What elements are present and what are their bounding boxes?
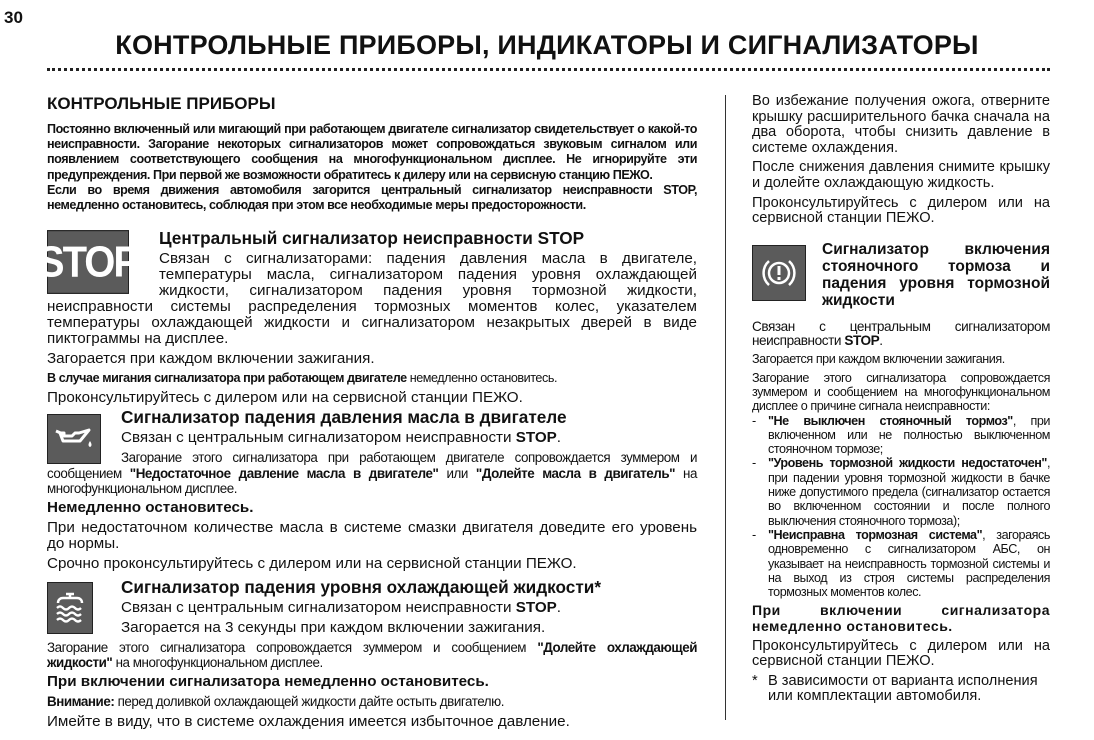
oil-msg-e: на многофункциональном дисплее. <box>47 465 697 496</box>
footnote-text: В зависимости от варианта исполнения или комплектации автомобиля. <box>768 672 1038 705</box>
oil-linked-c: . <box>556 429 562 447</box>
oil-linked-a: Связан с центральным сигнализатором неисправности <box>121 429 516 447</box>
intro-paragraph: Постоянно включенный или мигающий при работающем двигателе сигнализатор свидетельствует о какой-то неисправности. Загорание некоторых сигнализаторов может сопровождаться звуковым сигналом или появлением соответствующего сообщения на многофункциональном дисплее. Не игнорируйте эти предупреждения. При первой же возможности обратитесь к дилеру или на сервисную станцию ПЕЖО. <box>47 122 697 182</box>
burn-warning-text: Во избежание получения ожога, отверните крышку расширительного бачка сначала на два оборота, чтобы снизить давление в системе охлаждения. <box>752 93 1050 156</box>
coolant-warning-label: Внимание: <box>47 694 115 710</box>
brake-item-text: , загораясь одновременно с сигнализатором АБС, он указывает на неисправность тормозной системы и на выход из строя системы распределения тормозных моментов колес. <box>768 527 1050 600</box>
bullet-dash: - <box>752 527 756 542</box>
stop-warning-icon: STOP <box>47 230 129 294</box>
brake-item-text: , при падении уровня тормозной жидкости в бачке ниже допустимого предела (сигнализатор остается во включенном состоянии и после полного выключения стояночного тормоза); <box>768 456 1050 528</box>
brake-warning-icon <box>752 245 806 301</box>
brake-linked-c: . <box>879 333 883 349</box>
brake-linked-text <box>752 320 1050 349</box>
stop-consult-text: Проконсультируйтесь с дилером или на сервисной станции ПЕЖО. <box>47 389 523 407</box>
consult-text: Проконсультируйтесь с дилером или на сервисной станции ПЕЖО. <box>752 194 1050 227</box>
stop-section <box>37 228 697 407</box>
stop-heading: Центральный сигнализатор неисправности STOP <box>159 228 585 249</box>
coolant-linked-c: . <box>556 599 562 617</box>
section-heading: КОНТРОЛЬНЫЕ ПРИБОРЫ <box>47 94 276 113</box>
intro-stop-paragraph: Если во время движения автомобиля загорится центральный сигнализатор неисправности STOP, немедленно остановитесь, соблюдая при этом все необходимые меры предосторожности. <box>47 182 697 213</box>
dotted-divider <box>47 68 1050 71</box>
stop-blink-text <box>47 371 697 386</box>
bullet-dash: - <box>752 413 756 428</box>
brake-list-item <box>752 456 1050 527</box>
oil-stop-now: Немедленно остановитесь. <box>47 499 254 517</box>
coolant-heading: Сигнализатор падения уровня охлаждающей жидкости* <box>121 577 602 598</box>
brake-linked-stop: STOP <box>844 333 880 349</box>
brake-item-text: , при включенном или не полностью выключенном стояночном тормозе; <box>768 413 1051 457</box>
oil-msg-a: Загорание этого сигнализатора при работающем двигателе сопровождается зуммером и сообщением <box>47 450 697 481</box>
coolant-stop-now: При включении сигнализатора немедленно остановитесь. <box>47 673 489 691</box>
brake-message-text: Загорание этого сигнализатора сопровождается зуммером и сообщением на многофункциональном дисплее о причине сигнала неисправности: <box>752 370 1050 414</box>
brake-section <box>752 241 1050 705</box>
oil-can-icon <box>47 414 101 464</box>
brake-list-item <box>752 528 1050 599</box>
coolant-msg-a: Загорание этого сигнализатора сопровождается зуммером и сообщением <box>47 640 538 656</box>
coolant-msg-c: на многофункциональном дисплее. <box>112 655 323 671</box>
oil-linked-stop: STOP <box>515 429 557 447</box>
stop-ignition-text: Загорается при каждом включении зажигания. <box>47 350 375 368</box>
coolant-linked-stop: STOP <box>515 599 557 617</box>
brake-consult-text: Проконсультируйтесь с дилером или на сервисной станции ПЕЖО. <box>752 637 1050 670</box>
footnote <box>752 674 1050 705</box>
coolant-msg-b: "Долейте охлаждающей жидкости" <box>47 640 698 671</box>
coolant-pressure-text: Имейте в виду, что в системе охлаждения имеется избыточное давление. <box>47 712 570 730</box>
brake-item-title: "Неисправна тормозная система" <box>768 527 983 542</box>
coolant-level-icon <box>47 582 93 634</box>
brake-stop-now: При включении сигнализатора немедленно остановитесь. <box>752 602 1050 634</box>
oil-consult-text: Срочно проконсультируйтесь с дилером или на сервисной станции ПЕЖО. <box>47 555 577 573</box>
bullet-dash: - <box>752 456 756 471</box>
coolant-warning-text <box>47 694 697 709</box>
oil-msg-b: "Недостаточное давление масла в двигателе" <box>129 465 439 481</box>
left-column <box>37 94 698 730</box>
brake-ignition-text: Загорается при каждом включении зажигания. <box>752 352 1005 367</box>
oil-msg-d: "Долейте масла в двигатель" <box>475 465 676 481</box>
oil-msg-c: или <box>438 465 476 481</box>
stop-blink-bold: В случае мигания сигнализатора при работающем двигателе <box>47 371 407 386</box>
refill-text: После снижения давления снимите крышку и долейте охлаждающую жидкость. <box>752 159 1050 191</box>
brake-heading: Сигнализатор включения стояночного тормоза и падения уровня тормозной жидкости <box>822 240 1050 309</box>
brake-item-title: "Уровень тормозной жидкости недостаточен" <box>768 456 1047 471</box>
coolant-linked-a: Связан с центральным сигнализатором неисправности <box>121 599 516 617</box>
page-title: КОНТРОЛЬНЫЕ ПРИБОРЫ, ИНДИКАТОРЫ И СИГНАЛИЗАТОРЫ <box>115 30 979 60</box>
stop-blink-rest: немедленно остановитесь. <box>406 371 557 386</box>
oil-low-text: При недостаточном количестве масла в системе смазки двигателя доведите его уровень до нормы. <box>47 519 697 553</box>
oil-linked-text <box>47 430 697 446</box>
footnote-mark: * <box>752 672 758 689</box>
brake-item-title: "Не выключен стояночный тормоз" <box>768 413 1013 428</box>
coolant-message-text <box>47 640 697 670</box>
stop-description: Связан с сигнализаторами: падения давления масла в двигателе, температуры масла, сигнализатором падения уровня охлаждающей жидкости, сигнализатором падения уровня тормозной жидкости, неисправности системы распределения тормозных моментов колес, указателем температуры охлаждающей жидкости и сигнализатором незакрытых дверей в виде пиктограммы на дисплее. <box>47 250 697 348</box>
page-number: 30 <box>4 8 23 27</box>
coolant-warning-rest: перед доливкой охлаждающей жидкости дайте остыть двигателю. <box>114 694 505 710</box>
coolant-ignition-text: Загорается на 3 секунды при каждом включении зажигания. <box>121 619 546 637</box>
brake-linked-a: Связан с центральным сигнализатором неисправности <box>752 318 1050 349</box>
right-column <box>752 94 1050 705</box>
coolant-linked-text <box>47 600 697 616</box>
column-divider <box>725 95 726 720</box>
oil-section <box>47 408 697 572</box>
brake-list-item <box>752 414 1050 457</box>
oil-heading: Сигнализатор падения давления масла в двигателе <box>121 407 567 428</box>
coolant-section <box>47 578 697 730</box>
oil-message-text <box>47 450 697 496</box>
